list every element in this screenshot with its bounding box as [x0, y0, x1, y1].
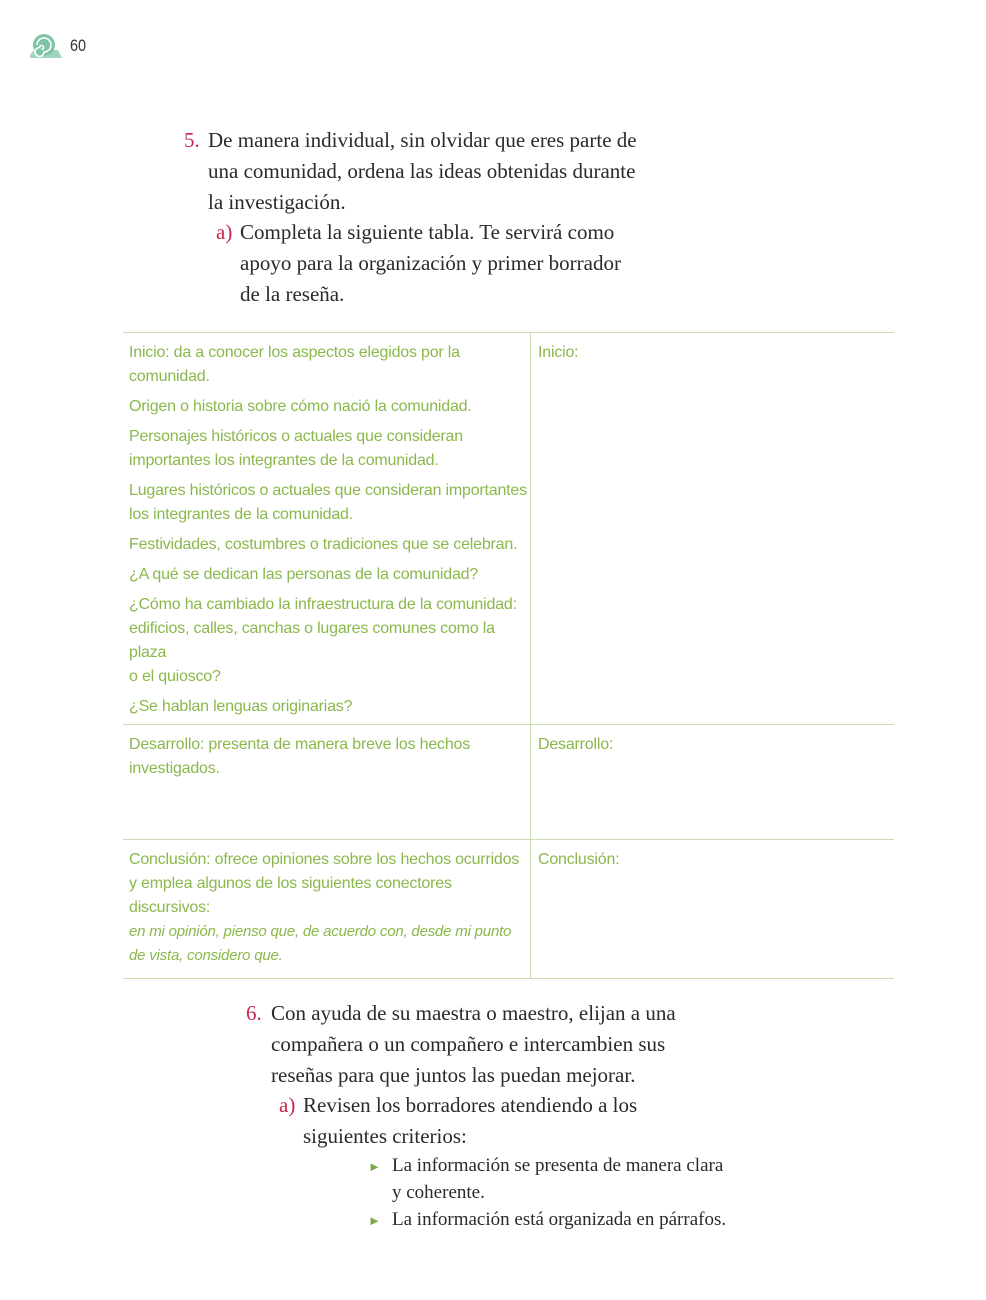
criteria-item: La información se presenta de manera clara y coherente.: [392, 1155, 724, 1203]
desarrollo-guide-line: investigados.: [129, 760, 220, 777]
question-6-line: reseñas para que juntos las puedan mejorar.: [271, 1063, 636, 1087]
question-5-line: De manera individual, sin olvidar que eres parte de: [208, 128, 637, 152]
question-6a: [279, 1090, 637, 1152]
page-number: 60: [70, 36, 87, 55]
question-5-line: la investigación.: [208, 190, 346, 214]
desarrollo-answer-label: Desarrollo:: [538, 736, 614, 753]
conclusion-connectors-line: en mi opinión, pienso que, de acuerdo con, desde mi punto: [129, 923, 512, 940]
question-6-number: 6.: [246, 1001, 262, 1025]
question-5a-label: a): [216, 220, 233, 244]
question-5: [184, 125, 637, 218]
question-5a-line: de la reseña.: [240, 282, 345, 306]
inicio-guide-item: Lugares históricos o actuales que consideran importantes los integrantes de la comunidad.: [129, 482, 527, 523]
conclusion-guide-line: Conclusión: ofrece opiniones sobre los hechos ocurridos: [129, 851, 520, 868]
inicio-guide-item: Festividades, costumbres o tradiciones que se celebran.: [129, 536, 518, 553]
question-6a-label: a): [279, 1093, 296, 1117]
question-6a-line: siguientes criterios:: [303, 1124, 467, 1148]
question-5a-line: Completa la siguiente tabla. Te servirá como: [240, 220, 615, 244]
conclusion-guide-cell: [123, 840, 531, 978]
table-row-desarrollo: [123, 725, 894, 840]
desarrollo-answer-cell[interactable]: [531, 725, 894, 839]
inicio-answer-label: Inicio:: [538, 344, 579, 361]
question-5a: [216, 217, 621, 310]
arrow-bullet-icon: ►: [368, 1159, 381, 1174]
conclusion-connectors-line: de vista, considero que.: [129, 947, 283, 964]
inicio-guide-item: Personajes históricos o actuales que consideran importantes los integrantes de la comunidad.: [129, 428, 463, 469]
inicio-guide-item: ¿Se hablan lenguas originarias?: [129, 698, 353, 715]
arrow-bullet-icon: ►: [368, 1213, 381, 1228]
conclusion-guide-line: y emplea algunos de los siguientes conectores discursivos:: [129, 875, 452, 916]
question-6: [246, 998, 676, 1091]
inicio-guide-item: Origen o historia sobre cómo nació la comunidad.: [129, 398, 472, 415]
inicio-guide-item: ¿A qué se dedican las personas de la comunidad?: [129, 566, 479, 583]
desarrollo-guide-line: Desarrollo: presenta de manera breve los hechos: [129, 736, 471, 753]
review-organization-table: [123, 332, 894, 979]
criteria-item: La información está organizada en párrafos.: [392, 1209, 727, 1230]
desarrollo-guide-cell: [123, 725, 531, 839]
conclusion-answer-label: Conclusión:: [538, 851, 620, 868]
inicio-answer-cell[interactable]: [531, 333, 894, 724]
question-5-number: 5.: [184, 128, 200, 152]
snail-icon: [28, 32, 64, 60]
inicio-guide-cell: [123, 333, 531, 724]
table-row-inicio: [123, 333, 894, 725]
conclusion-answer-cell[interactable]: [531, 840, 894, 978]
inicio-guide-item: Inicio: da a conocer los aspectos elegidos por la comunidad.: [129, 344, 460, 385]
question-6-line: compañera o un compañero e intercambien sus: [271, 1032, 666, 1056]
page-header: [28, 32, 89, 60]
question-5a-line: apoyo para la organización y primer borrador: [240, 251, 621, 275]
question-6a-line: Revisen los borradores atendiendo a los: [303, 1093, 638, 1117]
question-5-line: una comunidad, ordena las ideas obtenidas durante: [208, 159, 636, 183]
table-row-conclusion: [123, 840, 894, 978]
question-6-line: Con ayuda de su maestra o maestro, elijan a una: [271, 1001, 676, 1025]
inicio-guide-item: ¿Cómo ha cambiado la infraestructura de la comunidad: edificios, calles, canchas o lugares comunes como la plaza o el quiosco?: [129, 596, 517, 685]
